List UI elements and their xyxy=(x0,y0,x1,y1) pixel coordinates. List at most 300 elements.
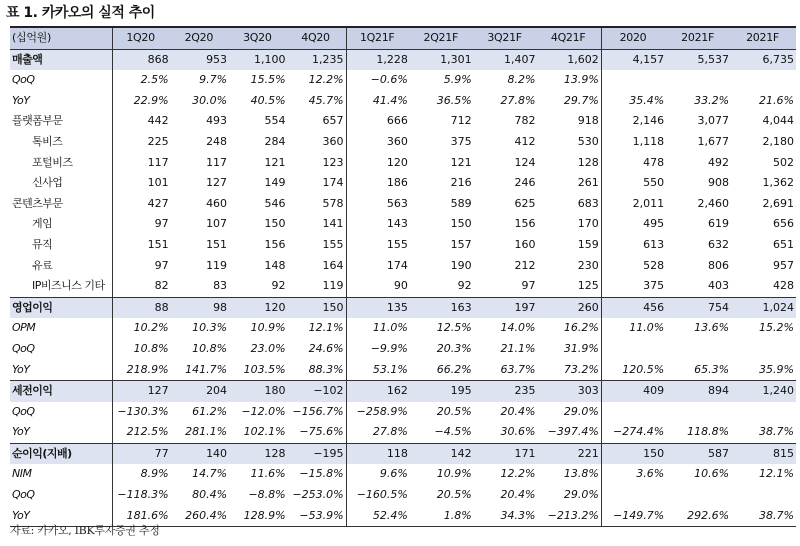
header-row xyxy=(10,27,796,49)
row-label: IP비즈니스 기타 xyxy=(10,276,112,297)
table-cell: 155 xyxy=(386,237,408,251)
table-cell: 619 xyxy=(708,217,730,231)
table-cell: 125 xyxy=(537,276,601,297)
table-cell: 216 xyxy=(450,176,472,190)
table-cell: 12.2% xyxy=(500,467,536,481)
table-cell: 5.9% xyxy=(443,73,472,87)
row-label: 유료 xyxy=(10,256,112,277)
table-cell: 23.0% xyxy=(250,341,286,355)
table-cell: 493 xyxy=(206,114,228,128)
table-cell: 33.2% xyxy=(694,93,730,107)
table-cell: 88.3% xyxy=(288,360,346,381)
table-cell: 65.3% xyxy=(694,362,730,376)
table-cell: 456 xyxy=(601,297,666,318)
table-row xyxy=(10,173,796,194)
source-note: 자료: 카카오, IBK투자증권 추정 xyxy=(10,524,160,537)
row-label: QoQ xyxy=(10,402,112,423)
table-cell: 1,362 xyxy=(762,176,794,190)
table-cell: −253.0% xyxy=(288,485,346,506)
row-label: YoY xyxy=(10,422,112,443)
table-row xyxy=(10,297,796,318)
table-row xyxy=(10,70,796,91)
table-cell: 204 xyxy=(171,381,229,402)
table-cell: 578 xyxy=(288,194,346,215)
table-cell: 625 xyxy=(514,196,536,210)
table-cell: 150 xyxy=(450,217,472,231)
table-cell: 9.6% xyxy=(379,467,408,481)
table-cell: 613 xyxy=(643,237,665,251)
table-cell: 235 xyxy=(474,381,538,402)
table-cell: 16.2% xyxy=(537,318,601,339)
table-cell: 31.9% xyxy=(537,339,601,360)
table-cell: 2,180 xyxy=(762,134,794,148)
table-cell: −156.7% xyxy=(288,402,346,423)
table-cell: 92 xyxy=(457,279,472,293)
table-cell: 38.7% xyxy=(759,425,794,439)
row-label: QoQ xyxy=(10,70,112,91)
table-row xyxy=(10,91,796,112)
table-cell: 375 xyxy=(643,279,665,293)
table-cell: 80.4% xyxy=(192,488,228,502)
table-cell: 8.2% xyxy=(507,73,536,87)
table-cell: 3,077 xyxy=(697,114,730,128)
table-cell xyxy=(601,402,666,423)
column-header: 3Q21F xyxy=(474,27,538,49)
table-cell: 66.2% xyxy=(436,362,472,376)
column-header: 2Q20 xyxy=(171,27,229,49)
table-cell: 1,240 xyxy=(731,381,796,402)
table-cell: 97 xyxy=(154,258,169,272)
table-cell: 118.8% xyxy=(687,425,730,439)
table-body xyxy=(10,49,796,527)
table-cell: 127 xyxy=(112,381,170,402)
table-cell: 260.4% xyxy=(171,506,229,527)
table-cell: 197 xyxy=(474,297,538,318)
table-cell: 8.9% xyxy=(140,467,169,481)
table-cell: 127 xyxy=(206,176,228,190)
table-row xyxy=(10,339,796,360)
table-cell: 13.8% xyxy=(537,464,601,485)
table-cell: −15.8% xyxy=(288,464,346,485)
row-label: 뮤직 xyxy=(10,235,112,256)
column-header: 2020 xyxy=(601,27,666,49)
table-row xyxy=(10,132,796,153)
table-cell xyxy=(601,485,666,506)
table-cell: 683 xyxy=(537,194,601,215)
table-cell: −397.4% xyxy=(537,422,601,443)
table-cell: 148 xyxy=(264,258,286,272)
table-cell: 174 xyxy=(386,258,408,272)
table-cell: 587 xyxy=(666,443,731,464)
row-label: QoQ xyxy=(10,485,112,506)
table-cell: 442 xyxy=(147,114,169,128)
table-cell: 124 xyxy=(514,155,536,169)
table-cell: 83 xyxy=(213,279,228,293)
table-cell: 868 xyxy=(112,49,170,70)
table-cell: 2.5% xyxy=(140,73,169,87)
table-cell: 563 xyxy=(386,196,408,210)
table-row xyxy=(10,276,796,297)
column-header: 2Q21F xyxy=(410,27,474,49)
table-cell: 5,537 xyxy=(666,49,731,70)
table-cell: 53.1% xyxy=(372,362,408,376)
table-cell: 632 xyxy=(708,237,730,251)
table-cell: 12.1% xyxy=(759,467,794,481)
table-cell: 221 xyxy=(537,443,601,464)
table-cell: 2,691 xyxy=(762,196,794,210)
table-cell: 656 xyxy=(773,217,794,231)
table-cell: 10.9% xyxy=(436,467,472,481)
table-cell: −274.4% xyxy=(612,425,665,439)
table-cell xyxy=(731,485,796,506)
table-cell: 150 xyxy=(601,443,666,464)
table-row xyxy=(10,194,796,215)
table-cell: 261 xyxy=(537,173,601,194)
column-header: 2021F xyxy=(666,27,731,49)
table-cell: 530 xyxy=(537,132,601,153)
table-cell: 427 xyxy=(147,196,169,210)
table-cell: 180 xyxy=(229,381,287,402)
table-row xyxy=(10,485,796,506)
table-cell: 528 xyxy=(643,258,665,272)
table-cell: 478 xyxy=(643,155,665,169)
table-cell: 38.7% xyxy=(731,506,796,527)
table-cell: 894 xyxy=(666,381,731,402)
table-cell: 120 xyxy=(386,155,408,169)
table-cell: −149.7% xyxy=(601,506,666,527)
table-cell: 181.6% xyxy=(112,506,170,527)
table-cell: 24.6% xyxy=(288,339,346,360)
table-cell: 1,228 xyxy=(346,49,410,70)
table-cell: −4.5% xyxy=(434,425,472,439)
table-cell: 141.7% xyxy=(185,362,228,376)
table-cell: 12.5% xyxy=(436,321,472,335)
table-cell: 1,100 xyxy=(229,49,287,70)
table-cell: 118 xyxy=(346,443,410,464)
table-cell: 52.4% xyxy=(346,506,410,527)
table-cell xyxy=(666,485,731,506)
table-title: 표 1. 카카오의 실적 추이 xyxy=(6,5,155,21)
table-cell xyxy=(666,402,731,423)
table-cell: −75.6% xyxy=(288,422,346,443)
table-cell: 119 xyxy=(206,258,228,272)
table-cell: 1,118 xyxy=(632,134,665,148)
table-cell: 815 xyxy=(731,443,796,464)
table-cell: 1,024 xyxy=(731,297,796,318)
table-cell: 135 xyxy=(346,297,410,318)
table-cell: 164 xyxy=(288,256,346,277)
table-cell xyxy=(666,70,731,91)
column-header: 1Q20 xyxy=(112,27,170,49)
table-cell: 141 xyxy=(288,214,346,235)
table-cell: 14.7% xyxy=(192,467,228,481)
table-cell: 13.9% xyxy=(537,70,601,91)
table-cell: 36.5% xyxy=(436,93,472,107)
table-cell: 651 xyxy=(773,237,794,251)
table-cell: 6,735 xyxy=(731,49,796,70)
table-cell: 35.4% xyxy=(629,93,665,107)
table-cell: 101 xyxy=(147,176,169,190)
table-cell: −0.6% xyxy=(370,73,408,87)
table-cell: 10.2% xyxy=(133,321,169,335)
table-cell: −53.9% xyxy=(288,506,346,527)
table-cell: 360 xyxy=(386,134,408,148)
table-cell: 11.0% xyxy=(629,321,665,335)
table-cell: 225 xyxy=(147,134,169,148)
table-cell: 2,460 xyxy=(697,196,730,210)
table-row xyxy=(10,214,796,235)
table-cell: 15.5% xyxy=(250,73,286,87)
table-cell: 20.5% xyxy=(436,488,472,502)
table-cell: 13.6% xyxy=(694,321,730,335)
table-cell: 1,301 xyxy=(410,49,474,70)
row-label: YoY xyxy=(10,360,112,381)
row-label: YoY xyxy=(10,506,112,527)
table-cell: 150 xyxy=(264,217,286,231)
table-cell: 428 xyxy=(773,279,794,293)
table-cell: 292.6% xyxy=(666,506,731,527)
row-label: QoQ xyxy=(10,339,112,360)
table-cell: 27.8% xyxy=(372,425,408,439)
table-row xyxy=(10,422,796,443)
table-cell: 666 xyxy=(386,114,408,128)
table-cell: 550 xyxy=(643,176,665,190)
table-cell: 128.9% xyxy=(229,506,287,527)
table-cell xyxy=(601,339,666,360)
table-row xyxy=(10,360,796,381)
table-cell: 63.7% xyxy=(500,362,536,376)
table-cell: 20.3% xyxy=(436,341,472,355)
table-cell: 128 xyxy=(229,443,287,464)
table-cell xyxy=(601,70,666,91)
table-cell: 97 xyxy=(154,217,169,231)
table-row xyxy=(10,111,796,132)
row-label: 톡비즈 xyxy=(10,132,112,153)
table-cell: 34.3% xyxy=(474,506,538,527)
row-label: 게임 xyxy=(10,214,112,235)
table-cell: 41.4% xyxy=(372,93,408,107)
table-cell: 11.0% xyxy=(372,321,408,335)
table-cell xyxy=(731,339,796,360)
table-cell: 77 xyxy=(112,443,170,464)
table-cell: 712 xyxy=(450,114,472,128)
table-cell: 150 xyxy=(288,297,346,318)
table-cell: −9.9% xyxy=(370,341,408,355)
table-cell: 29.0% xyxy=(537,485,601,506)
table-cell: 123 xyxy=(288,153,346,174)
table-cell: 140 xyxy=(171,443,229,464)
table-row xyxy=(10,443,796,464)
table-cell: 143 xyxy=(386,217,408,231)
table-cell: 957 xyxy=(773,258,794,272)
table-cell: 22.9% xyxy=(133,93,169,107)
table-cell: 88 xyxy=(112,297,170,318)
table-cell: 554 xyxy=(264,114,286,128)
table-cell: 119 xyxy=(288,276,346,297)
table-cell: 117 xyxy=(206,155,228,169)
table-cell: −12.0% xyxy=(241,404,286,418)
table-cell: 9.7% xyxy=(199,73,228,87)
table-cell: 14.0% xyxy=(500,321,536,335)
table-cell: 174 xyxy=(288,173,346,194)
table-cell: 27.8% xyxy=(500,93,536,107)
table-cell: 186 xyxy=(386,176,408,190)
table-row xyxy=(10,235,796,256)
table-cell: 82 xyxy=(154,279,169,293)
table-cell: 218.9% xyxy=(126,362,169,376)
table-cell: 128 xyxy=(537,153,601,174)
table-cell: 260 xyxy=(537,297,601,318)
table-cell: 492 xyxy=(708,155,730,169)
table-row xyxy=(10,381,796,402)
unit-label: (십억원) xyxy=(10,27,112,49)
row-label: 순이익(지배) xyxy=(10,443,112,464)
table-cell: 284 xyxy=(264,134,286,148)
table-cell: 21.1% xyxy=(500,341,536,355)
table-cell: 157 xyxy=(450,237,472,251)
table-cell: 149 xyxy=(264,176,286,190)
row-label: 콘텐츠부문 xyxy=(10,194,112,215)
table-cell: 4,044 xyxy=(762,114,794,128)
table-cell: 171 xyxy=(474,443,538,464)
table-row xyxy=(10,464,796,485)
table-cell: 30.6% xyxy=(500,425,536,439)
table-cell: 1,677 xyxy=(697,134,730,148)
table-cell: 4,157 xyxy=(601,49,666,70)
table-cell: 248 xyxy=(206,134,228,148)
table-cell xyxy=(666,339,731,360)
row-label: 포털비즈 xyxy=(10,153,112,174)
table-cell: 12.1% xyxy=(288,318,346,339)
table-cell: 281.1% xyxy=(185,425,228,439)
table-cell: 151 xyxy=(147,237,169,251)
table-cell: 657 xyxy=(288,111,346,132)
table-cell: 10.3% xyxy=(192,321,228,335)
table-cell: 1,407 xyxy=(474,49,538,70)
table-cell: 90 xyxy=(393,279,408,293)
table-cell: 2,146 xyxy=(632,114,665,128)
table-cell: 1,602 xyxy=(537,49,601,70)
table-cell: 20.4% xyxy=(500,488,536,502)
table-cell: 159 xyxy=(537,235,601,256)
table-cell: 162 xyxy=(346,381,410,402)
table-cell: 21.6% xyxy=(759,93,794,107)
table-cell: 3.6% xyxy=(636,467,665,481)
table-cell: 806 xyxy=(708,258,730,272)
table-cell: 120 xyxy=(229,297,287,318)
table-cell: 908 xyxy=(708,176,730,190)
table-cell: −118.3% xyxy=(117,488,169,502)
table-cell: 10.8% xyxy=(192,341,228,355)
table-cell: 495 xyxy=(643,217,665,231)
table-cell: 409 xyxy=(601,381,666,402)
table-cell: −160.5% xyxy=(356,488,408,502)
table-cell: 589 xyxy=(450,196,472,210)
table-cell: 403 xyxy=(708,279,730,293)
table-row xyxy=(10,256,796,277)
table-cell: 460 xyxy=(206,196,228,210)
row-label: OPM xyxy=(10,318,112,339)
table-cell: 160 xyxy=(514,237,536,251)
table-cell: 15.2% xyxy=(759,321,794,335)
table-cell xyxy=(731,402,796,423)
table-cell: 375 xyxy=(450,134,472,148)
table-cell: 107 xyxy=(206,217,228,231)
row-label: 영업이익 xyxy=(10,297,112,318)
table-cell: 754 xyxy=(666,297,731,318)
table-cell: 20.4% xyxy=(500,404,536,418)
table-cell: −258.9% xyxy=(356,404,408,418)
table-row xyxy=(10,49,796,70)
table-cell: 29.7% xyxy=(537,91,601,112)
table-cell: 73.2% xyxy=(537,360,601,381)
table-row xyxy=(10,318,796,339)
table-cell: 45.7% xyxy=(288,91,346,112)
table-cell: 412 xyxy=(514,134,536,148)
table-cell: 151 xyxy=(206,237,228,251)
table-row xyxy=(10,402,796,423)
table-cell: 303 xyxy=(537,381,601,402)
table-cell: 92 xyxy=(271,279,286,293)
table-cell: 35.9% xyxy=(759,362,794,376)
table-cell: −195 xyxy=(288,443,346,464)
table-cell: −8.8% xyxy=(248,488,286,502)
table-cell: 953 xyxy=(171,49,229,70)
row-label: 플랫폼부문 xyxy=(10,111,112,132)
table-cell: 30.0% xyxy=(192,93,228,107)
table-cell: 1.8% xyxy=(410,506,474,527)
table-cell: 163 xyxy=(410,297,474,318)
row-label: 신사업 xyxy=(10,173,112,194)
row-label: 매출액 xyxy=(10,49,112,70)
column-header: 4Q20 xyxy=(288,27,346,49)
table-cell: 12.2% xyxy=(288,70,346,91)
column-header: 2021F xyxy=(731,27,796,49)
table-cell: 11.6% xyxy=(250,467,286,481)
table-cell: 156 xyxy=(264,237,286,251)
table-cell: −102 xyxy=(288,381,346,402)
table-cell: 40.5% xyxy=(250,93,286,107)
row-label: YoY xyxy=(10,91,112,112)
table-cell: 190 xyxy=(450,258,472,272)
earnings-table xyxy=(10,26,796,527)
table-cell: 98 xyxy=(171,297,229,318)
table-cell xyxy=(731,70,796,91)
table-cell: 121 xyxy=(450,155,472,169)
table-cell: 360 xyxy=(288,132,346,153)
table-cell: 117 xyxy=(147,155,169,169)
table-cell: 212.5% xyxy=(126,425,169,439)
table-cell: 10.9% xyxy=(250,321,286,335)
table-cell: 142 xyxy=(410,443,474,464)
table-cell: 155 xyxy=(288,235,346,256)
table-cell: 10.6% xyxy=(694,467,730,481)
table-cell: 120.5% xyxy=(622,362,665,376)
table-cell: −130.3% xyxy=(117,404,169,418)
table-cell: 230 xyxy=(537,256,601,277)
table-cell: 156 xyxy=(514,217,536,231)
column-header: 4Q21F xyxy=(537,27,601,49)
column-header: 3Q20 xyxy=(229,27,287,49)
table-cell: 1,235 xyxy=(288,49,346,70)
table-cell: 29.0% xyxy=(537,402,601,423)
table-cell: 61.2% xyxy=(192,404,228,418)
row-label: NIM xyxy=(10,464,112,485)
column-header: 1Q21F xyxy=(346,27,410,49)
table-cell: 10.8% xyxy=(133,341,169,355)
table-cell: 918 xyxy=(537,111,601,132)
table-cell: 502 xyxy=(773,155,794,169)
